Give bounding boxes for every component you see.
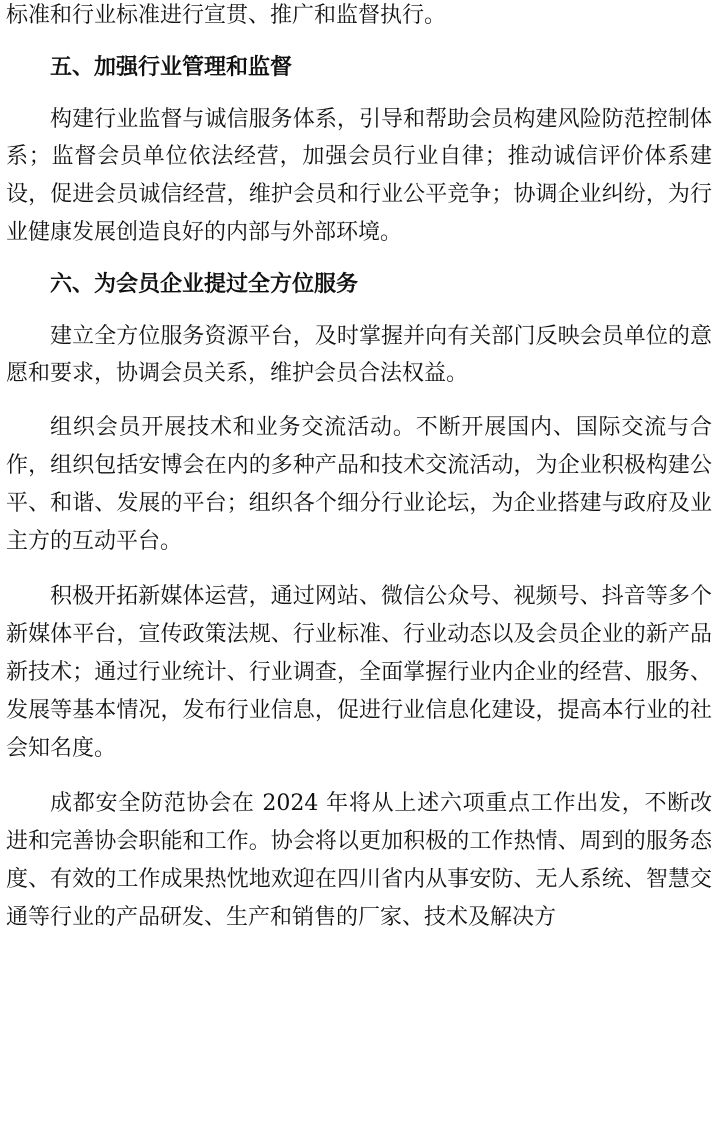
continued-paragraph-line: 标准和行业标准进行宣贯、推广和监督执行。: [6, 3, 447, 28]
section-6-paragraph-1: 建立全方位服务资源平台，及时掌握并向有关部门反映会员单位的意愿和要求，协调会员关系，维护会员合法权益。: [6, 323, 712, 387]
closing-paragraph: 成都安全防范协会在 2024 年将从上述六项重点工作出发，不断改进和完善协会职能和工作。协会将以更加积极的工作热情、周到的服务态度、有效的工作成果热忱地欢迎在四川省内从事安防、无人系统、智慧交通等行业的产品研发、生产和销售的厂家、技术及解决方: [6, 791, 712, 930]
section-6-paragraph-3: 积极开拓新媒体运营，通过网站、微信公众号、视频号、抖音等多个新媒体平台，宣传政策法规、行业标准、行业动态以及会员企业的新产品新技术；通过行业统计、行业调查，全面掌握行业内企业的经营、服务、发展等基本情况，发布行业信息，促进行业信息化建设，提高本行业的社会知名度。: [6, 584, 712, 761]
section-5-paragraph: 构建行业监督与诚信服务体系，引导和帮助会员构建风险防范控制体系；监督会员单位依法经营，加强会员行业自律；推动诚信评价体系建设，促进会员诚信经营，维护会员和行业公平竞争；协调企业纠纷，为行业健康发展创造良好的内部与外部环境。: [6, 106, 712, 245]
section-5-heading: 五、加强行业管理和监督: [50, 54, 293, 80]
section-6-paragraph-2: 组织会员开展技术和业务交流活动。不断开展国内、国际交流与合作，组织包括安博会在内的多种产品和技术交流活动，为企业积极构建公平、和谐、发展的平台；组织各个细分行业论坛，为企业搭建与政府及业主方的互动平台。: [6, 415, 712, 554]
section-6-heading: 六、为会员企业提过全方位服务: [50, 271, 359, 297]
document-page: [6, 0, 712, 937]
